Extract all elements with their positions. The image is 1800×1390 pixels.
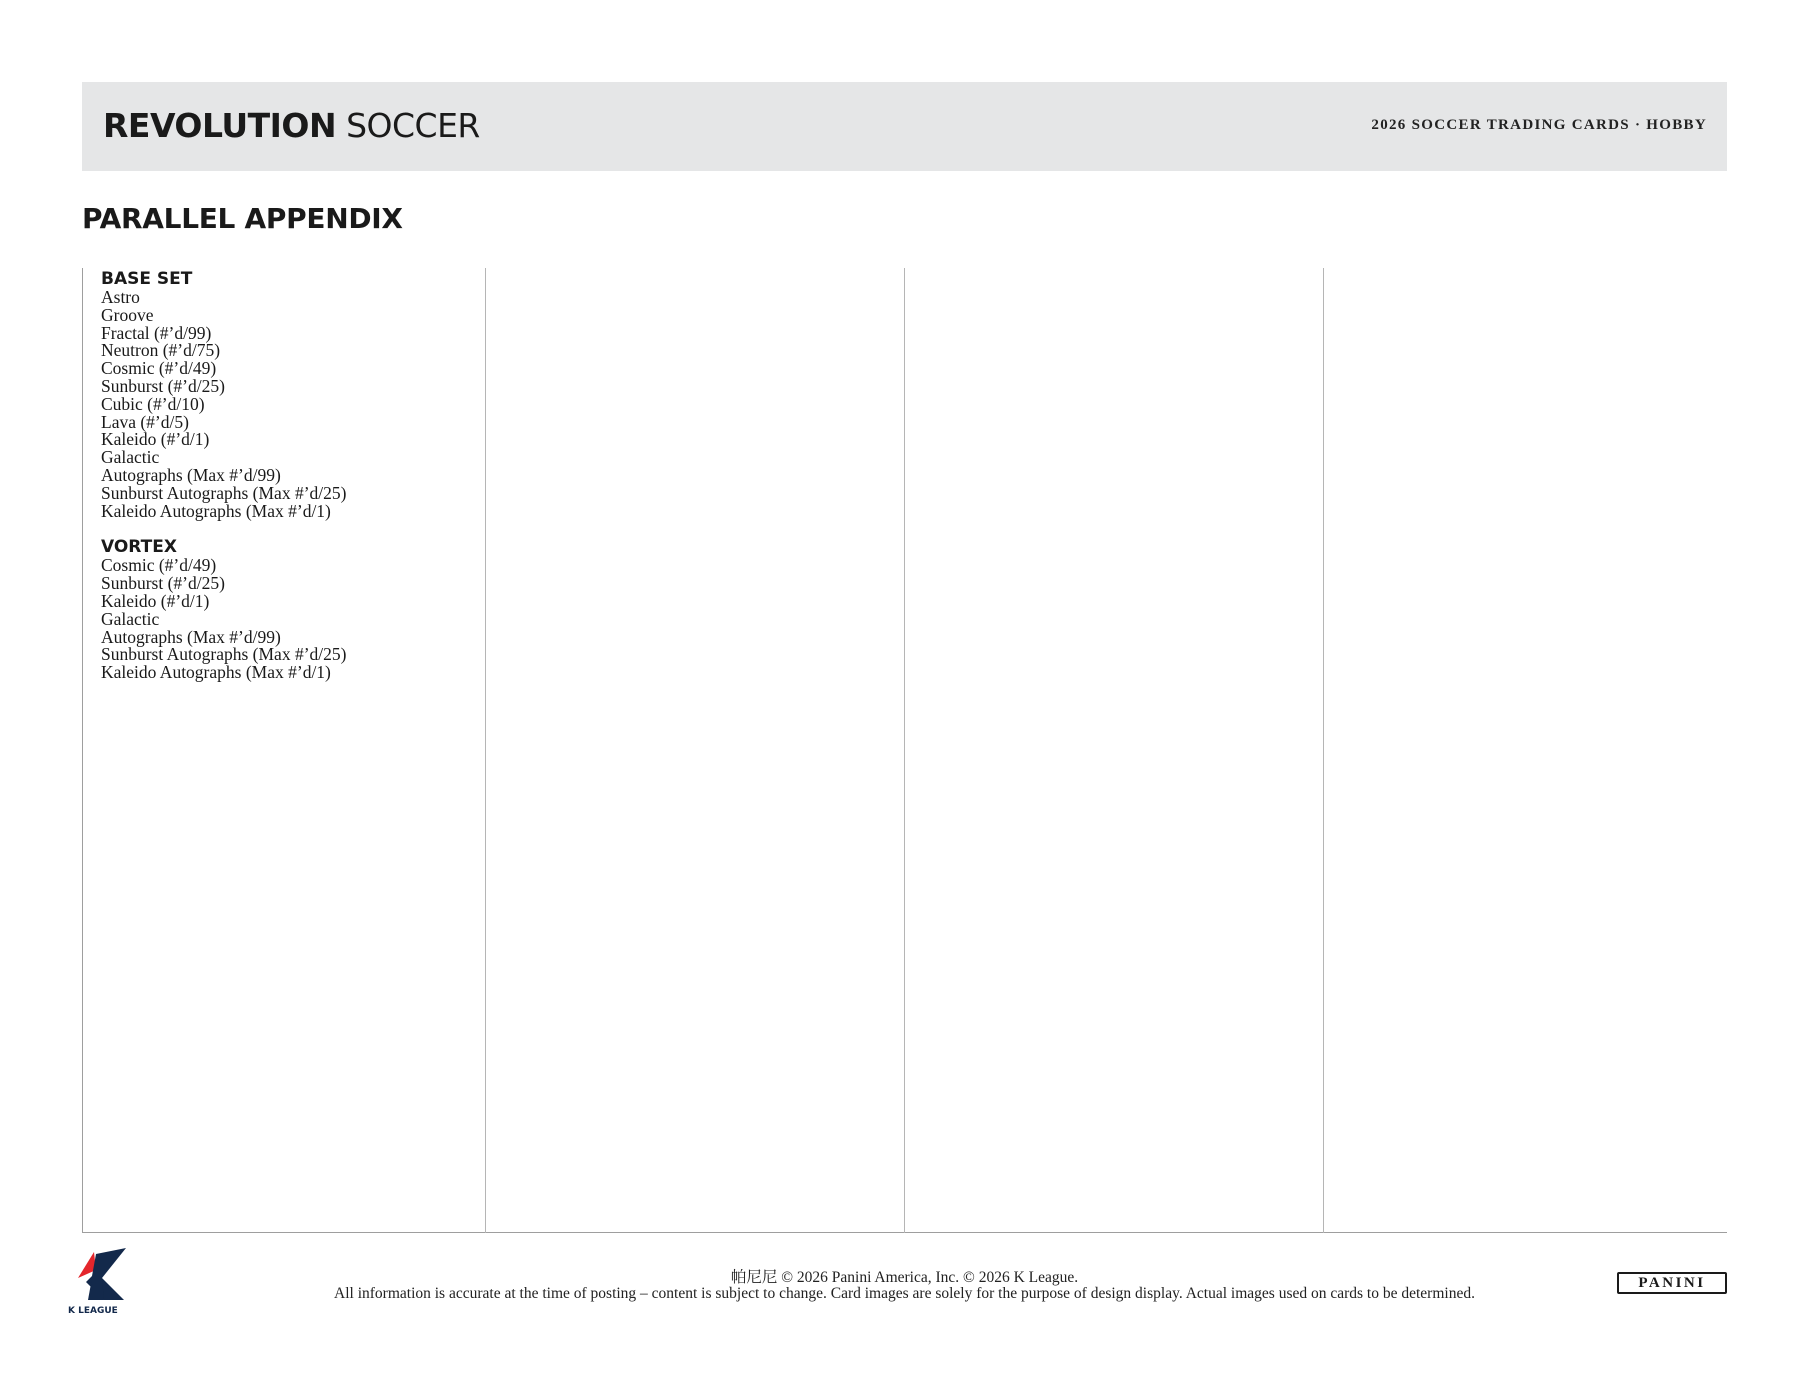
section-title: VORTEX xyxy=(101,537,177,558)
disclaimer-text: All information is accurate at the time of posting – content is subject to change. Card images are solely for the purpose of design display. Actual images used on cards to be determined. xyxy=(334,1285,1475,1302)
parallel-item: Groove xyxy=(101,304,154,325)
parallel-section xyxy=(101,538,481,682)
parallel-item: Kaleido Autographs (Max #’d/1) xyxy=(101,662,331,683)
column-divider xyxy=(485,268,486,1233)
column-1 xyxy=(101,270,481,700)
copyright-text: 帕尼尼 © 2026 Panini America, Inc. © 2026 K League. xyxy=(730,1269,1079,1286)
parallel-item: Galactic xyxy=(101,608,160,629)
parallel-item: Astro xyxy=(101,287,140,307)
brand-title xyxy=(103,106,480,145)
parallel-item: Cubic (#’d/10) xyxy=(101,393,205,414)
panini-logo: PANINI xyxy=(1617,1272,1727,1294)
brand-title-light: SOCCER xyxy=(346,106,480,145)
parallel-item: Autographs (Max #’d/99) xyxy=(101,464,281,485)
parallel-item: Sunburst Autographs (Max #’d/25) xyxy=(101,644,347,665)
parallel-item: Neutron (#’d/75) xyxy=(101,340,221,361)
parallel-item: Sunburst Autographs (Max #’d/25) xyxy=(101,482,347,503)
parallel-item: Fractal (#’d/99) xyxy=(101,322,212,343)
page-title: PARALLEL APPENDIX xyxy=(82,202,403,235)
header-subtitle: 2026 SOCCER TRADING CARDS · HOBBY xyxy=(1371,117,1707,133)
parallel-item: Autographs (Max #’d/99) xyxy=(101,626,281,647)
column-divider xyxy=(1323,268,1324,1233)
header-band xyxy=(82,82,1727,171)
parallel-item: Kaleido Autographs (Max #’d/1) xyxy=(101,500,331,521)
brand-title-bold: REVOLUTION xyxy=(103,106,337,145)
parallel-item: Kaleido (#’d/1) xyxy=(101,590,210,611)
column-divider xyxy=(904,268,905,1233)
parallel-item: Galactic xyxy=(101,447,160,468)
parallel-item: Sunburst (#’d/25) xyxy=(101,375,225,396)
parallel-item: Kaleido (#’d/1) xyxy=(101,429,210,450)
footer xyxy=(68,1248,1727,1328)
parallel-item: Sunburst (#’d/25) xyxy=(101,573,225,594)
parallel-section xyxy=(101,270,481,520)
parallel-item: Lava (#’d/5) xyxy=(101,411,189,432)
parallel-item: Cosmic (#’d/49) xyxy=(101,358,217,379)
section-title: BASE SET xyxy=(101,269,193,289)
parallel-item: Cosmic (#’d/49) xyxy=(101,555,217,576)
k-league-logo-text: K LEAGUE xyxy=(68,1306,118,1316)
